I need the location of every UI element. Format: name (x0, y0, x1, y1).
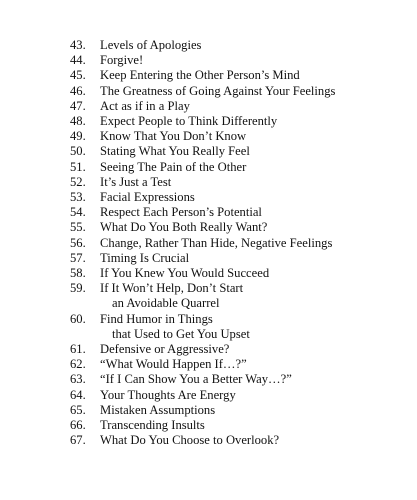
toc-number: 55. (70, 220, 86, 235)
toc-title (100, 372, 292, 387)
toc-entry (70, 175, 400, 190)
table-of-contents (70, 38, 400, 448)
toc-number: 60. (70, 311, 86, 326)
toc-entry (70, 205, 400, 220)
toc-number: 52. (70, 174, 86, 189)
toc-title-line: Facial Expressions (100, 190, 195, 205)
toc-title (100, 281, 243, 311)
toc-number: 53. (70, 190, 86, 205)
toc-number: 65. (70, 402, 86, 417)
toc-entry (70, 68, 400, 83)
toc-title (100, 38, 201, 53)
toc-title-line: Expect People to Think Differently (100, 114, 278, 129)
toc-title-line: It’s Just a Test (100, 174, 172, 189)
toc-title-line: Seeing The Pain of the Other (100, 159, 247, 174)
toc-entry (70, 160, 400, 175)
toc-entry (70, 236, 400, 251)
toc-entry (70, 251, 400, 266)
toc-entry (70, 418, 400, 433)
toc-title-line: Find Humor in Things (100, 311, 213, 326)
toc-title-line: Levels of Apologies (100, 38, 202, 52)
toc-title-line: What Do You Both Really Want? (100, 220, 268, 235)
toc-title (100, 342, 229, 357)
toc-title (100, 190, 195, 205)
toc-title-line: Act as if in a Play (100, 98, 190, 113)
toc-number: 64. (70, 387, 86, 402)
toc-number: 48. (70, 114, 86, 129)
toc-title (100, 129, 246, 144)
toc-number: 49. (70, 129, 86, 144)
toc-title-line: Transcending Insults (100, 418, 205, 433)
toc-entry (70, 144, 400, 159)
toc-number: 63. (70, 372, 86, 387)
toc-entry (70, 220, 400, 235)
toc-title (100, 220, 267, 235)
toc-entry (70, 190, 400, 205)
toc-title-line: Stating What You Really Feel (100, 144, 250, 159)
toc-title-line: Your Thoughts Are Energy (100, 387, 236, 402)
toc-number: 45. (70, 68, 86, 83)
toc-entry (70, 357, 400, 372)
toc-number: 67. (70, 433, 86, 448)
toc-number: 43. (70, 38, 86, 52)
toc-number: 61. (70, 342, 86, 357)
toc-title (100, 388, 236, 403)
toc-title (100, 418, 205, 433)
toc-title-continuation: that Used to Get You Upset (112, 326, 250, 341)
toc-title (100, 403, 215, 418)
toc-title (100, 84, 335, 99)
toc-title-line: Keep Entering the Other Person’s Mind (100, 68, 300, 83)
toc-entry (70, 281, 400, 311)
toc-title (100, 114, 277, 129)
toc-entry (70, 266, 400, 281)
toc-entry (70, 433, 400, 448)
toc-title (100, 68, 300, 83)
toc-number: 51. (70, 159, 86, 174)
toc-number: 56. (70, 235, 86, 250)
toc-entry (70, 372, 400, 387)
toc-entry (70, 388, 400, 403)
toc-number: 59. (70, 281, 86, 296)
toc-entry (70, 312, 400, 342)
toc-number: 58. (70, 266, 86, 281)
toc-number: 47. (70, 98, 86, 113)
toc-title (100, 144, 250, 159)
toc-entry (70, 38, 400, 53)
toc-title-line: Change, Rather Than Hide, Negative Feelings (100, 235, 333, 250)
toc-entry (70, 99, 400, 114)
toc-title (100, 53, 143, 68)
toc-title-line: If It Won’t Help, Don’t Start (100, 281, 244, 296)
toc-title (100, 99, 190, 114)
toc-number: 66. (70, 418, 86, 433)
toc-title (100, 433, 279, 448)
toc-title-line: Timing Is Crucial (100, 250, 190, 265)
toc-title-line: Forgive! (100, 53, 144, 68)
toc-title-line: If You Knew You Would Succeed (100, 266, 270, 281)
toc-title (100, 160, 246, 175)
toc-title-line: Respect Each Person’s Potential (100, 205, 262, 220)
toc-number: 50. (70, 144, 86, 159)
toc-number: 54. (70, 205, 86, 220)
toc-title (100, 357, 247, 372)
toc-title (100, 175, 171, 190)
toc-number: 57. (70, 250, 86, 265)
toc-title-line: What Do You Choose to Overlook? (100, 433, 280, 448)
toc-number: 44. (70, 53, 86, 68)
toc-number: 46. (70, 83, 86, 98)
toc-entry (70, 403, 400, 418)
toc-entry (70, 114, 400, 129)
toc-title-line: “If I Can Show You a Better Way…?” (100, 372, 292, 387)
toc-title-line: Mistaken Assumptions (100, 402, 216, 417)
toc-title-line: The Greatness of Going Against Your Feelings (100, 83, 336, 98)
toc-title (100, 266, 269, 281)
toc-title-line: “What Would Happen If…?” (100, 357, 247, 372)
toc-entry (70, 129, 400, 144)
toc-title (100, 205, 262, 220)
toc-title-line: Know That You Don’t Know (100, 129, 247, 144)
toc-title (100, 251, 189, 266)
toc-title (100, 236, 332, 251)
toc-title-line: Defensive or Aggressive? (100, 342, 230, 357)
toc-entry (70, 53, 400, 68)
toc-entry (70, 84, 400, 99)
toc-title (100, 312, 250, 342)
toc-number: 62. (70, 357, 86, 372)
toc-title-continuation: an Avoidable Quarrel (112, 296, 220, 311)
toc-entry (70, 342, 400, 357)
